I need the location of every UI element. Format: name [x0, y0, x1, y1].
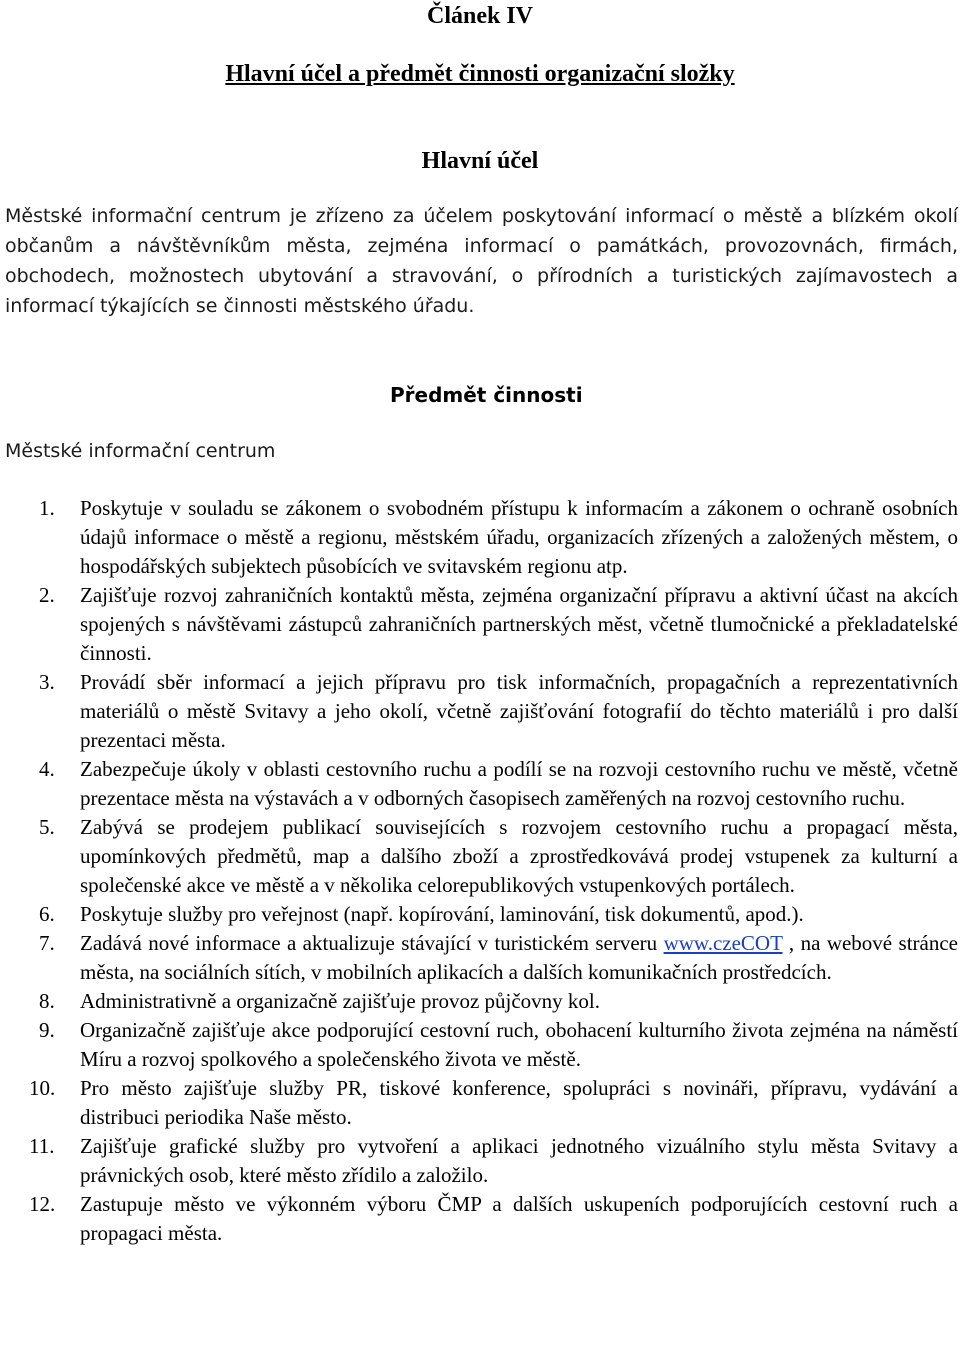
purpose-heading: Hlavní účel — [421, 148, 539, 174]
list-item-number: 6. — [39, 902, 55, 926]
list-item-number: 9. — [39, 1018, 55, 1042]
list-item-text-before-link: Zadává nové informace a aktualizuje stávající v turistickém serveru — [80, 931, 664, 955]
list-item-number: 5. — [39, 815, 55, 839]
list-item-text: Zajišťuje grafické služby pro vytvoření a aplikaci jednotného vizuálního stylu města Svitavy a právnických osob, které město zřídilo a založilo. — [80, 1134, 958, 1187]
list-item — [0, 668, 960, 755]
article-title: Článek IV — [426, 3, 534, 29]
activity-list — [0, 494, 960, 1248]
list-item — [0, 755, 960, 813]
list-item — [0, 929, 960, 987]
list-item-number: 4. — [39, 757, 55, 781]
list-item — [0, 987, 960, 1016]
list-item-number: 8. — [39, 989, 55, 1013]
list-item-number: 2. — [39, 583, 55, 607]
subject-line: Městské informační centrum — [5, 440, 276, 462]
list-item-text: Zajišťuje rozvoj zahraničních kontaktů města, zejména organizační přípravu a aktivní účast na akcích spojených s návštěvami zástupců zahraničních partnerských měst, včetně tlumočnické a překladatelské činnosti. — [80, 583, 958, 665]
list-item — [0, 581, 960, 668]
list-item-text: Poskytuje služby pro veřejnost (např. kopírování, laminování, tisk dokumentů, apod.). — [80, 902, 804, 926]
list-item-number: 11. — [29, 1134, 55, 1158]
list-item — [0, 1132, 960, 1190]
purpose-paragraph: Městské informační centrum je zřízeno za účelem poskytování informací o městě a blízkém okolí občanům a návštěvníkům města, zejména informací o památkách, provozovnách, firmách, obchodech, možnostech ubytování a stravování, o přírodních a turistických zajímavostech a informací týkajících se činnosti městského úřadu. — [5, 205, 958, 317]
list-item — [0, 900, 960, 929]
list-item-text: Pro město zajišťuje služby PR, tiskové konference, spolupráci s novináři, přípravu, vydávání a distribuci periodika Naše město. — [80, 1076, 958, 1129]
list-item-text: Organizačně zajišťuje akce podporující cestovní ruch, obohacení kulturního života zejména na náměstí Míru a rozvoj spolkového a společenského života ve městě. — [80, 1018, 958, 1071]
list-item — [0, 1074, 960, 1132]
list-item — [0, 1016, 960, 1074]
list-item-number: 1. — [39, 496, 55, 520]
list-item-text: Poskytuje v souladu se zákonem o svobodném přístupu k informacím a zákonem o ochraně osobních údajů informace o městě a regionu, městském úřadu, organizacích zřízených a založených městem, o hospodářských subjektech působících ve svitavském regionu atp. — [80, 496, 958, 578]
list-item-number: 7. — [39, 931, 55, 955]
list-item-text: Zastupuje město ve výkonném výboru ČMP a dalších uskupeních podporujících cestovní ruch a propagaci města. — [80, 1192, 958, 1245]
list-item-text-after-link: , na webové stránce města, na sociálních sítích, v mobilních aplikacích a dalších komunikačních prostředcích. — [80, 931, 958, 984]
list-item-text: Zabývá se prodejem publikací souvisejících s rozvojem cestovního ruchu a propagací města, upomínkových předmětů, map a dalšího zboží a zprostředkovává prodej vstupenek za kulturní a společenské akce ve městě a v několika celorepublikových vstupenkových portálech. — [80, 815, 958, 897]
list-item-number: 3. — [39, 670, 55, 694]
list-item — [0, 813, 960, 900]
list-item-number: 10. — [29, 1076, 56, 1100]
list-item-number: 12. — [29, 1192, 56, 1216]
list-item-text: Provádí sběr informací a jejich přípravu pro tisk informačních, propagačních a reprezentativních materiálů o městě Svitavy a jeho okolí, včetně zajišťování fotografií do těchto materiálů i pro další prezentaci města. — [80, 670, 958, 752]
czecot-link[interactable]: www.czeCOT — [663, 931, 783, 955]
list-item-text: Administrativně a organizačně zajišťuje provoz půjčovny kol. — [80, 989, 601, 1013]
list-item — [0, 494, 960, 581]
activity-heading: Předmět činnosti — [390, 383, 583, 407]
list-item — [0, 1190, 960, 1248]
list-item-text: Zabezpečuje úkoly v oblasti cestovního ruchu a podílí se na rozvoji cestovního ruchu ve městě, včetně prezentace města na výstavách a v odborných časopisech zaměřených na rozvoj cestovního ruchu. — [80, 757, 958, 810]
section-heading: Hlavní účel a předmět činnosti organizační složky — [225, 61, 735, 87]
